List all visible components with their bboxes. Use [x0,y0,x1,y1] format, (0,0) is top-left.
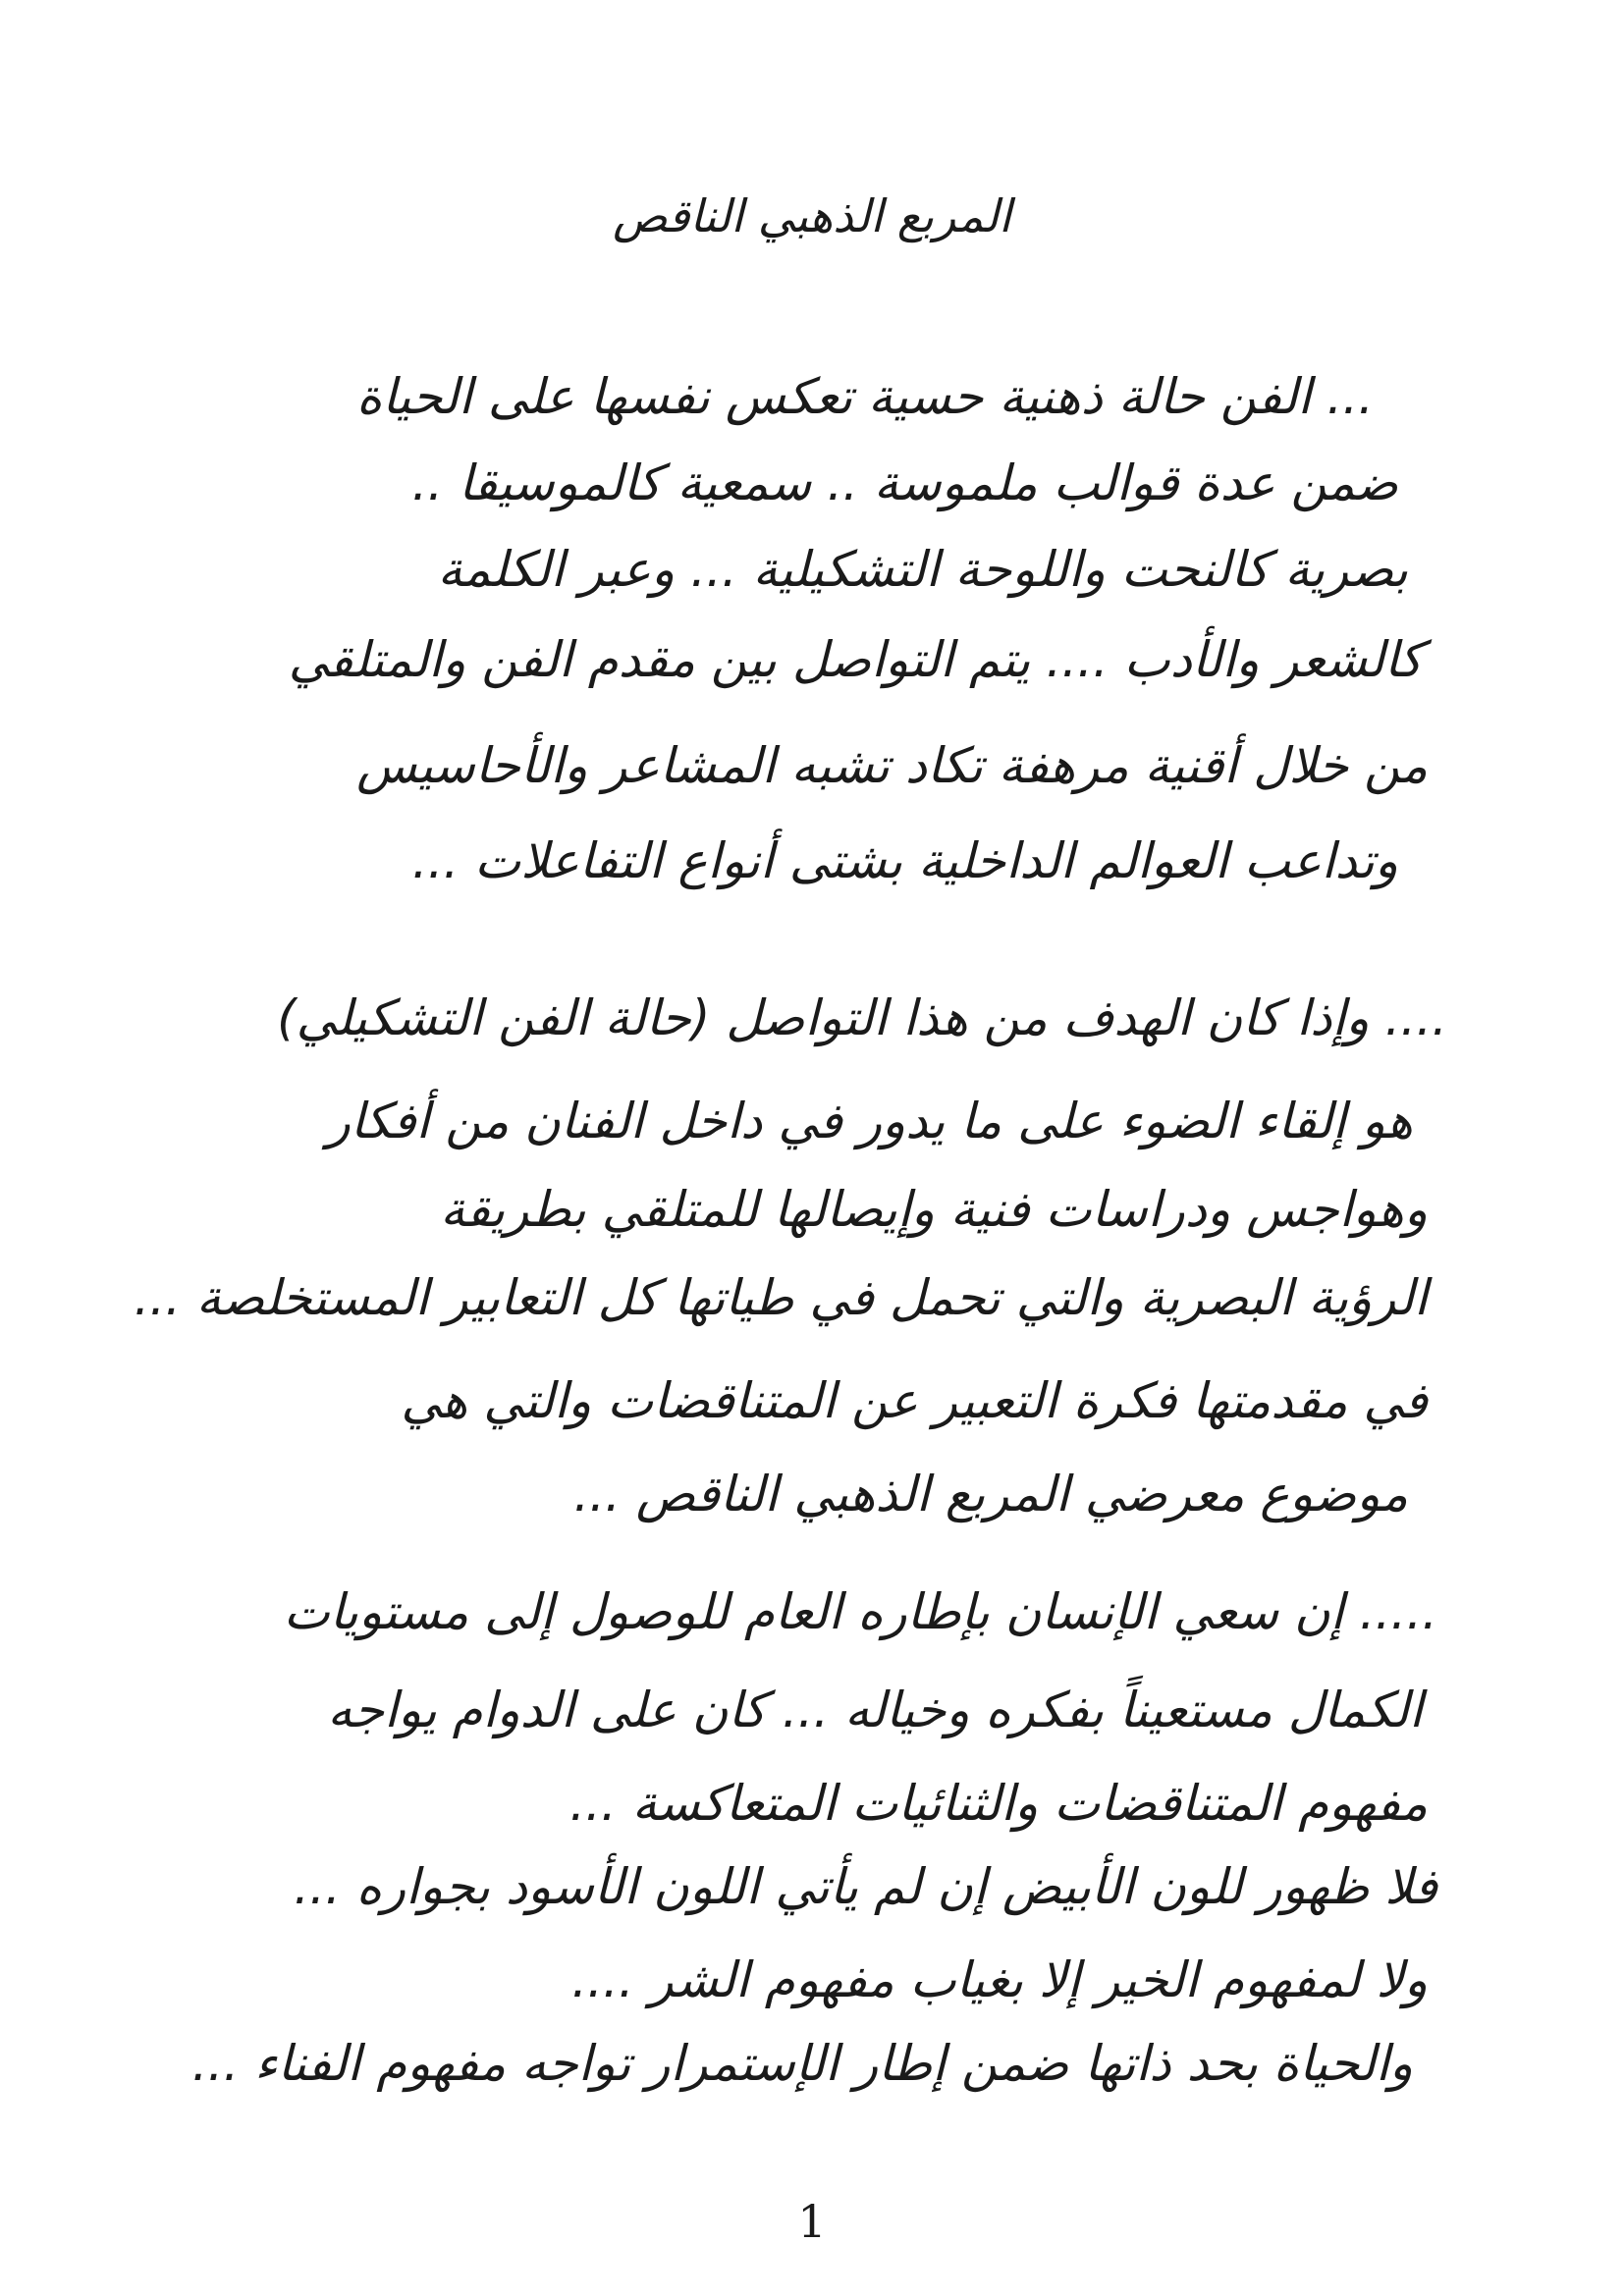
paragraph-1-line-5: من خلال أقنية مرهفة تكاد تشبه المشاعر والأحاسيس [356,737,1428,794]
paragraph-3-line-4: فلا ظهور للون الأبيض إن لم يأتي اللون الأسود بجواره ... [294,1858,1437,1915]
paragraph-2-line-3: وهواجس ودراسات فنية وإيصالها للمتلقي بطريقة [440,1181,1428,1238]
paragraph-3-line-3: مفهوم المتناقضات والثنائيات المتعاكسة ... [569,1775,1428,1832]
paragraph-1-line-2: ضمن عدة قوالب ملموسة .. سمعية كالموسيقا .. [411,454,1398,511]
paragraph-3-line-6: والحياة بحد ذاتها ضمن إطار الإستمرار تواجه مفهوم الفناء ... [191,2035,1413,2092]
paragraph-1-line-6: وتداعب العوالم الداخلية بشتى أنواع التفاعلات ... [411,832,1398,889]
paragraph-2-line-4: الرؤية البصرية والتي تحمل في طياتها كل التعابير المستخلصة ... [134,1269,1428,1326]
document-title: المربع الذهبي الناقص [613,189,1011,242]
paragraph-1-line-3: بصرية كالنحت واللوحة التشكيلية ... وعبر الكلمة [437,541,1408,598]
paragraph-2-line-2: هو إلقاء الضوء على ما يدور في داخل الفنان من أفكار [326,1093,1413,1149]
paragraph-2-line-1: .... وإذا كان الهدف من هذا التواصل (حالة الفن التشكيلي) [277,989,1447,1046]
paragraph-3-line-1: ..... إن سعي الإنسان بإطاره العام للوصول إلى مستويات [283,1583,1437,1640]
paragraph-2-line-6: موضوع معرضي المربع الذهبي الناقص ... [573,1466,1408,1522]
paragraph-1-line-1: ... الفن حالة ذهنية حسية تعكس نفسها على الحياة [356,368,1374,425]
paragraph-3-line-2: الكمال مستعيناً بفكره وخياله ... كان على الدوام يواجه [327,1682,1423,1738]
paragraph-2-line-5: في مقدمتها فكرة التعبير عن المتناقضات والتي هي [401,1372,1428,1429]
page-number: 1 [797,2195,827,2248]
paragraph-1-line-4: كالشعر والأدب .... يتم التواصل بين مقدم الفن والمتلقي [288,631,1423,688]
paragraph-3-line-5: ولا لمفهوم الخير إلا بغياب مفهوم الشر .... [571,1951,1428,2008]
